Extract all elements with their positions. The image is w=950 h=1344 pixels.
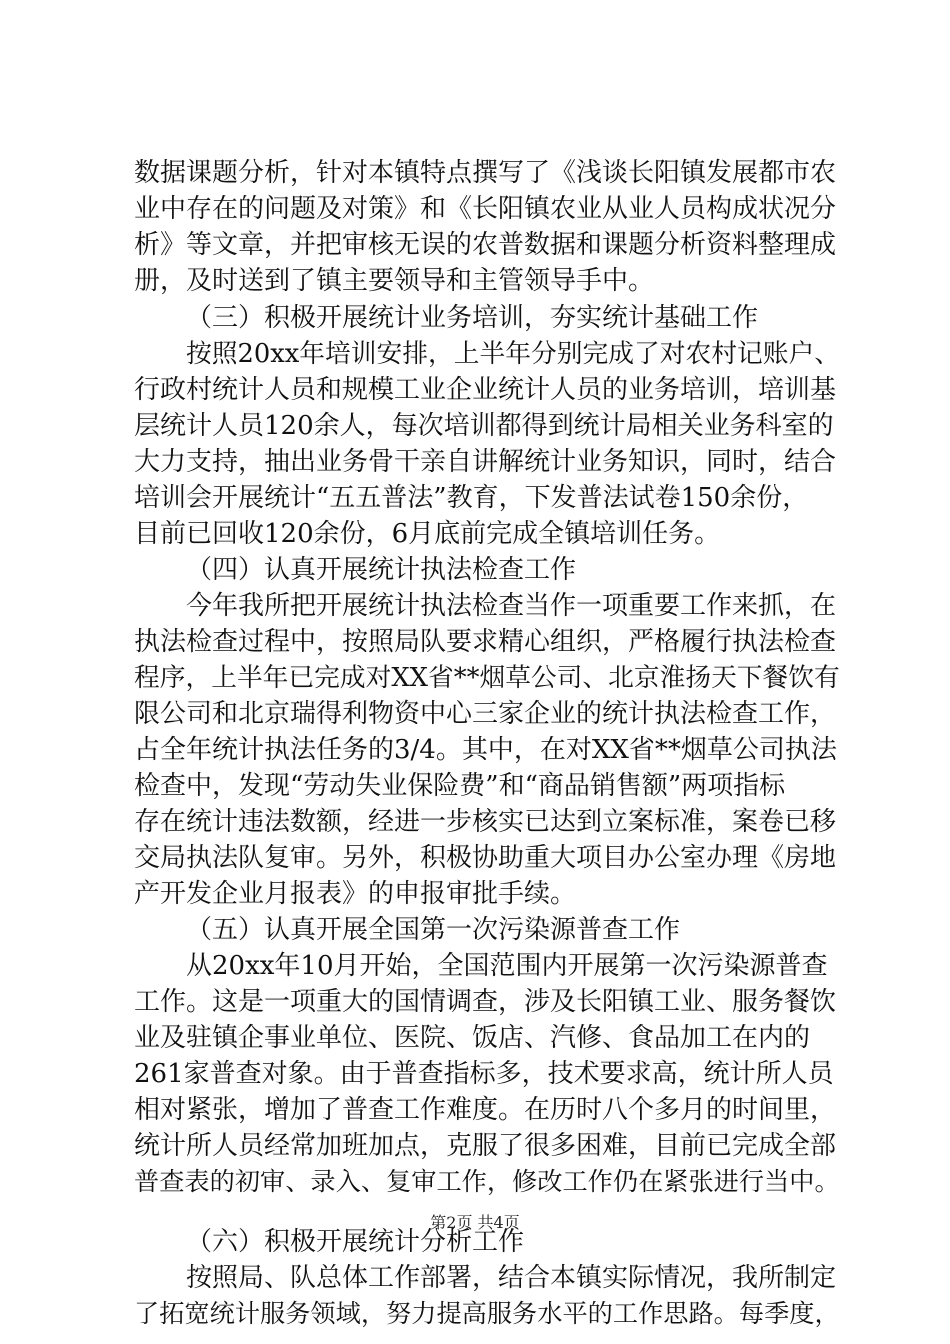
body-line: 普查表的初审、录入、复审工作，修改工作仍在紧张进行当中。 [134, 1167, 840, 1196]
body-line: 限公司和北京瑞得利物资中心三家企业的统计执法检查工作， [134, 699, 837, 729]
body-line: 析》等文章，并把审核无误的农普数据和课题分析资料整理成 [134, 230, 837, 260]
body-line: 大力支持，抽出业务骨干亲自讲解统计业务知识，同时，结合 [134, 447, 837, 477]
body-line: 相对紧张，增加了普查工作难度。在历时八个多月的时间里， [134, 1095, 837, 1125]
section-heading-4: （四）认真开展统计执法检查工作 [186, 555, 577, 585]
section-heading-5: （五）认真开展全国第一次污染源普查工作 [186, 915, 681, 945]
body-line: 业中存在的问题及对策》和《长阳镇农业从业人员构成状况分 [134, 194, 837, 224]
body-line: 今年我所把开展统计执法检查当作一项重要工作来抓，在 [186, 591, 837, 621]
body-line: 从20xx年10月开始，全国范围内开展第一次污染源普查 [186, 951, 828, 981]
body-line: 了拓宽统计服务领域，努力提高服务水平的工作思路。每季度， [134, 1299, 840, 1328]
body-line: 行政村统计人员和规模工业企业统计人员的业务培训，培训基 [134, 375, 837, 405]
body-line: 数据课题分析，针对本镇特点撰写了《浅谈长阳镇发展都市农 [134, 158, 837, 188]
body-line: 程序，上半年已完成对XX省**烟草公司、北京淮扬天下餐饮有 [134, 663, 840, 693]
body-line: 目前已回收120余份，6月底前完成全镇培训任务。 [134, 519, 721, 549]
body-line: 工作。这是一项重大的国情调查，涉及长阳镇工业、服务餐饮 [134, 987, 837, 1017]
body-line: 检查中，发现“劳动失业保险费”和“商品销售额”两项指标 [134, 771, 786, 801]
body-line: 占全年统计执法任务的3/4。其中，在对XX省**烟草公司执法 [134, 735, 837, 765]
section-heading-3: （三）积极开展统计业务培训，夯实统计基础工作 [186, 303, 759, 333]
body-line: 执法检查过程中，按照局队要求精心组织，严格履行执法检查 [134, 627, 837, 657]
section-heading-6: （六）积极开展统计分析工作 [186, 1227, 525, 1257]
body-line: 261家普查对象。由于普查指标多，技术要求高，统计所人员 [134, 1059, 834, 1089]
body-line: 产开发企业月报表》的申报审批手续。 [134, 879, 577, 909]
body-line: 培训会开展统计“五五普法”教育，下发普法试卷150余份， [134, 483, 809, 513]
body-line: 统计所人员经常加班加点，克服了很多困难，目前已完成全部 [134, 1131, 837, 1161]
page-footer: 第2页 共4页 [430, 1213, 520, 1232]
body-line: 层统计人员120余人，每次培训都得到统计局相关业务科室的 [134, 411, 834, 441]
body-line: 业及驻镇企事业单位、医院、饭店、汽修、食品加工在内的 [134, 1023, 811, 1053]
body-line: 按照局、队总体工作部署，结合本镇实际情况，我所制定 [186, 1263, 837, 1293]
body-line: 按照20xx年培训安排，上半年分别完成了对农村记账户、 [186, 339, 841, 369]
body-line: 册，及时送到了镇主要领导和主管领导手中。 [134, 266, 655, 296]
body-line: 存在统计违法数额，经进一步核实已达到立案标准，案卷已移 [134, 807, 837, 837]
body-line: 交局执法队复审。另外，积极协助重大项目办公室办理《房地 [134, 843, 837, 873]
